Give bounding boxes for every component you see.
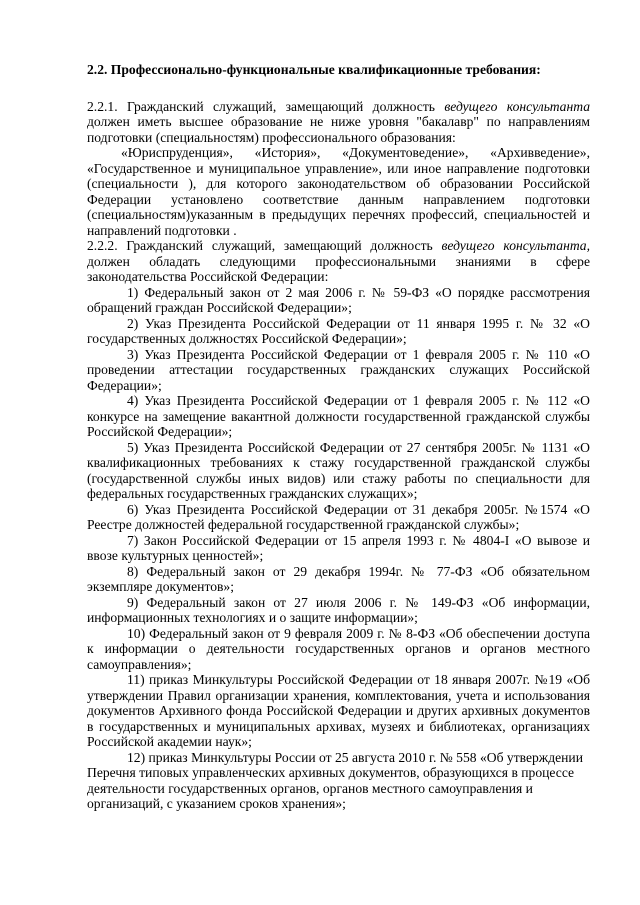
paragraph-2-2-2-prefix: 2.2.2. Гражданский служащий, замещающий должность [87,238,442,253]
list-item-6: 6) Указ Президента Российской Федерации от 31 декабря 2005г. №1574 «О Реестре должностей федеральной государственной гражданской службы»; [87,501,590,532]
list-item-10: 10) Федеральный закон от 9 февраля 2009 г. № 8-ФЗ «Об обеспечении доступа к информации о деятельности государственных органов и органов местного самоуправления»; [87,625,590,672]
position-title: ведущего консультанта, [441,238,591,253]
paragraph-2-2-2 [87,238,590,285]
list-item-11: 11) приказ Минкультуры Российской Федерации от 18 января 2007г. №19 «Об утверждении Правил организации хранения, комплектования, учета и использования документов Архивного фонда Российской Федерации и других архивных документов в государственных и муниципальных архивах, музеях и библиотеках, организациях Российской академии наук»; [87,672,590,749]
list-item-12: 12) приказ Минкультуры России от 25 августа 2010 г. № 558 «Об утверждении Перечня типовых управленческих архивных документов, образующихся в процессе деятельности государственных органов, органов местного самоуправления и организаций, с указанием сроков хранения»; [87,749,583,811]
section-heading: 2.2. Профессионально-функциональные квалификационные требования: [87,62,541,77]
list-item-7: 7) Закон Российской Федерации от 15 апреля 1993 г. № 4804-I «О вывозе и ввозе культурных ценностей»; [87,532,590,563]
paragraph-2-2-2-suffix: должен обладать следующими профессиональными знаниями в сфере законодательства Российской Федерации: [87,253,590,284]
education-fields: «Юриспруденция», «История», «Документоведение», «Архивведение», «Государственное и муниципальное управление», или иное направление подготовки (специальности ), для которого законодательством об образовании Российской Федерации установлено соответствие данным направлением подготовки (специальностям)указанным в предыдущих перечнях профессий, специальностей и направлений подготовки . [87,145,590,238]
list-item-1: 1) Федеральный закон от 2 мая 2006 г. № 59-ФЗ «О порядке рассмотрения обращений граждан Российской Федерации»; [87,284,590,315]
list-item-3: 3) Указ Президента Российской Федерации от 1 февраля 2005 г. № 110 «О проведении аттестации государственных гражданских служащих Российской Федерации»; [87,346,590,393]
list-item-8: 8) Федеральный закон от 29 декабря 1994г. № 77-ФЗ «Об обязательном экземпляре документов»; [87,563,590,594]
list-item-5: 5) Указ Президента Российской Федерации от 27 сентября 2005г. № 1131 «О квалификационных требованиях к стажу государственной гражданской службы (государственной службы иных видов) или стажу работы по специальности для федеральных государственных гражданских служащих»; [87,439,590,501]
position-title: ведущего консультанта [444,98,590,114]
list-item-2: 2) Указ Президента Российской Федерации от 11 января 1995 г. № 32 «О государственных должностях Российской Федерации»; [87,315,590,346]
list-item-9: 9) Федеральный закон от 27 июля 2006 г. № 149-ФЗ «Об информации, информационных технологиях и о защите информации»; [87,594,590,625]
paragraph-2-2-1-prefix: 2.2.1. Гражданский служащий, замещающий должность [87,98,445,114]
list-item-4: 4) Указ Президента Российской Федерации от 1 февраля 2005 г. № 112 «О конкурсе на замещение вакантной должности государственной гражданской службы Российской Федерации»; [87,393,590,439]
paragraph-2-2-1 [87,99,590,146]
paragraph-2-2-1-suffix: должен иметь высшее образование не ниже уровня "бакалавр" по направлениям подготовки (специальностям) профессионального образования: [87,114,590,145]
